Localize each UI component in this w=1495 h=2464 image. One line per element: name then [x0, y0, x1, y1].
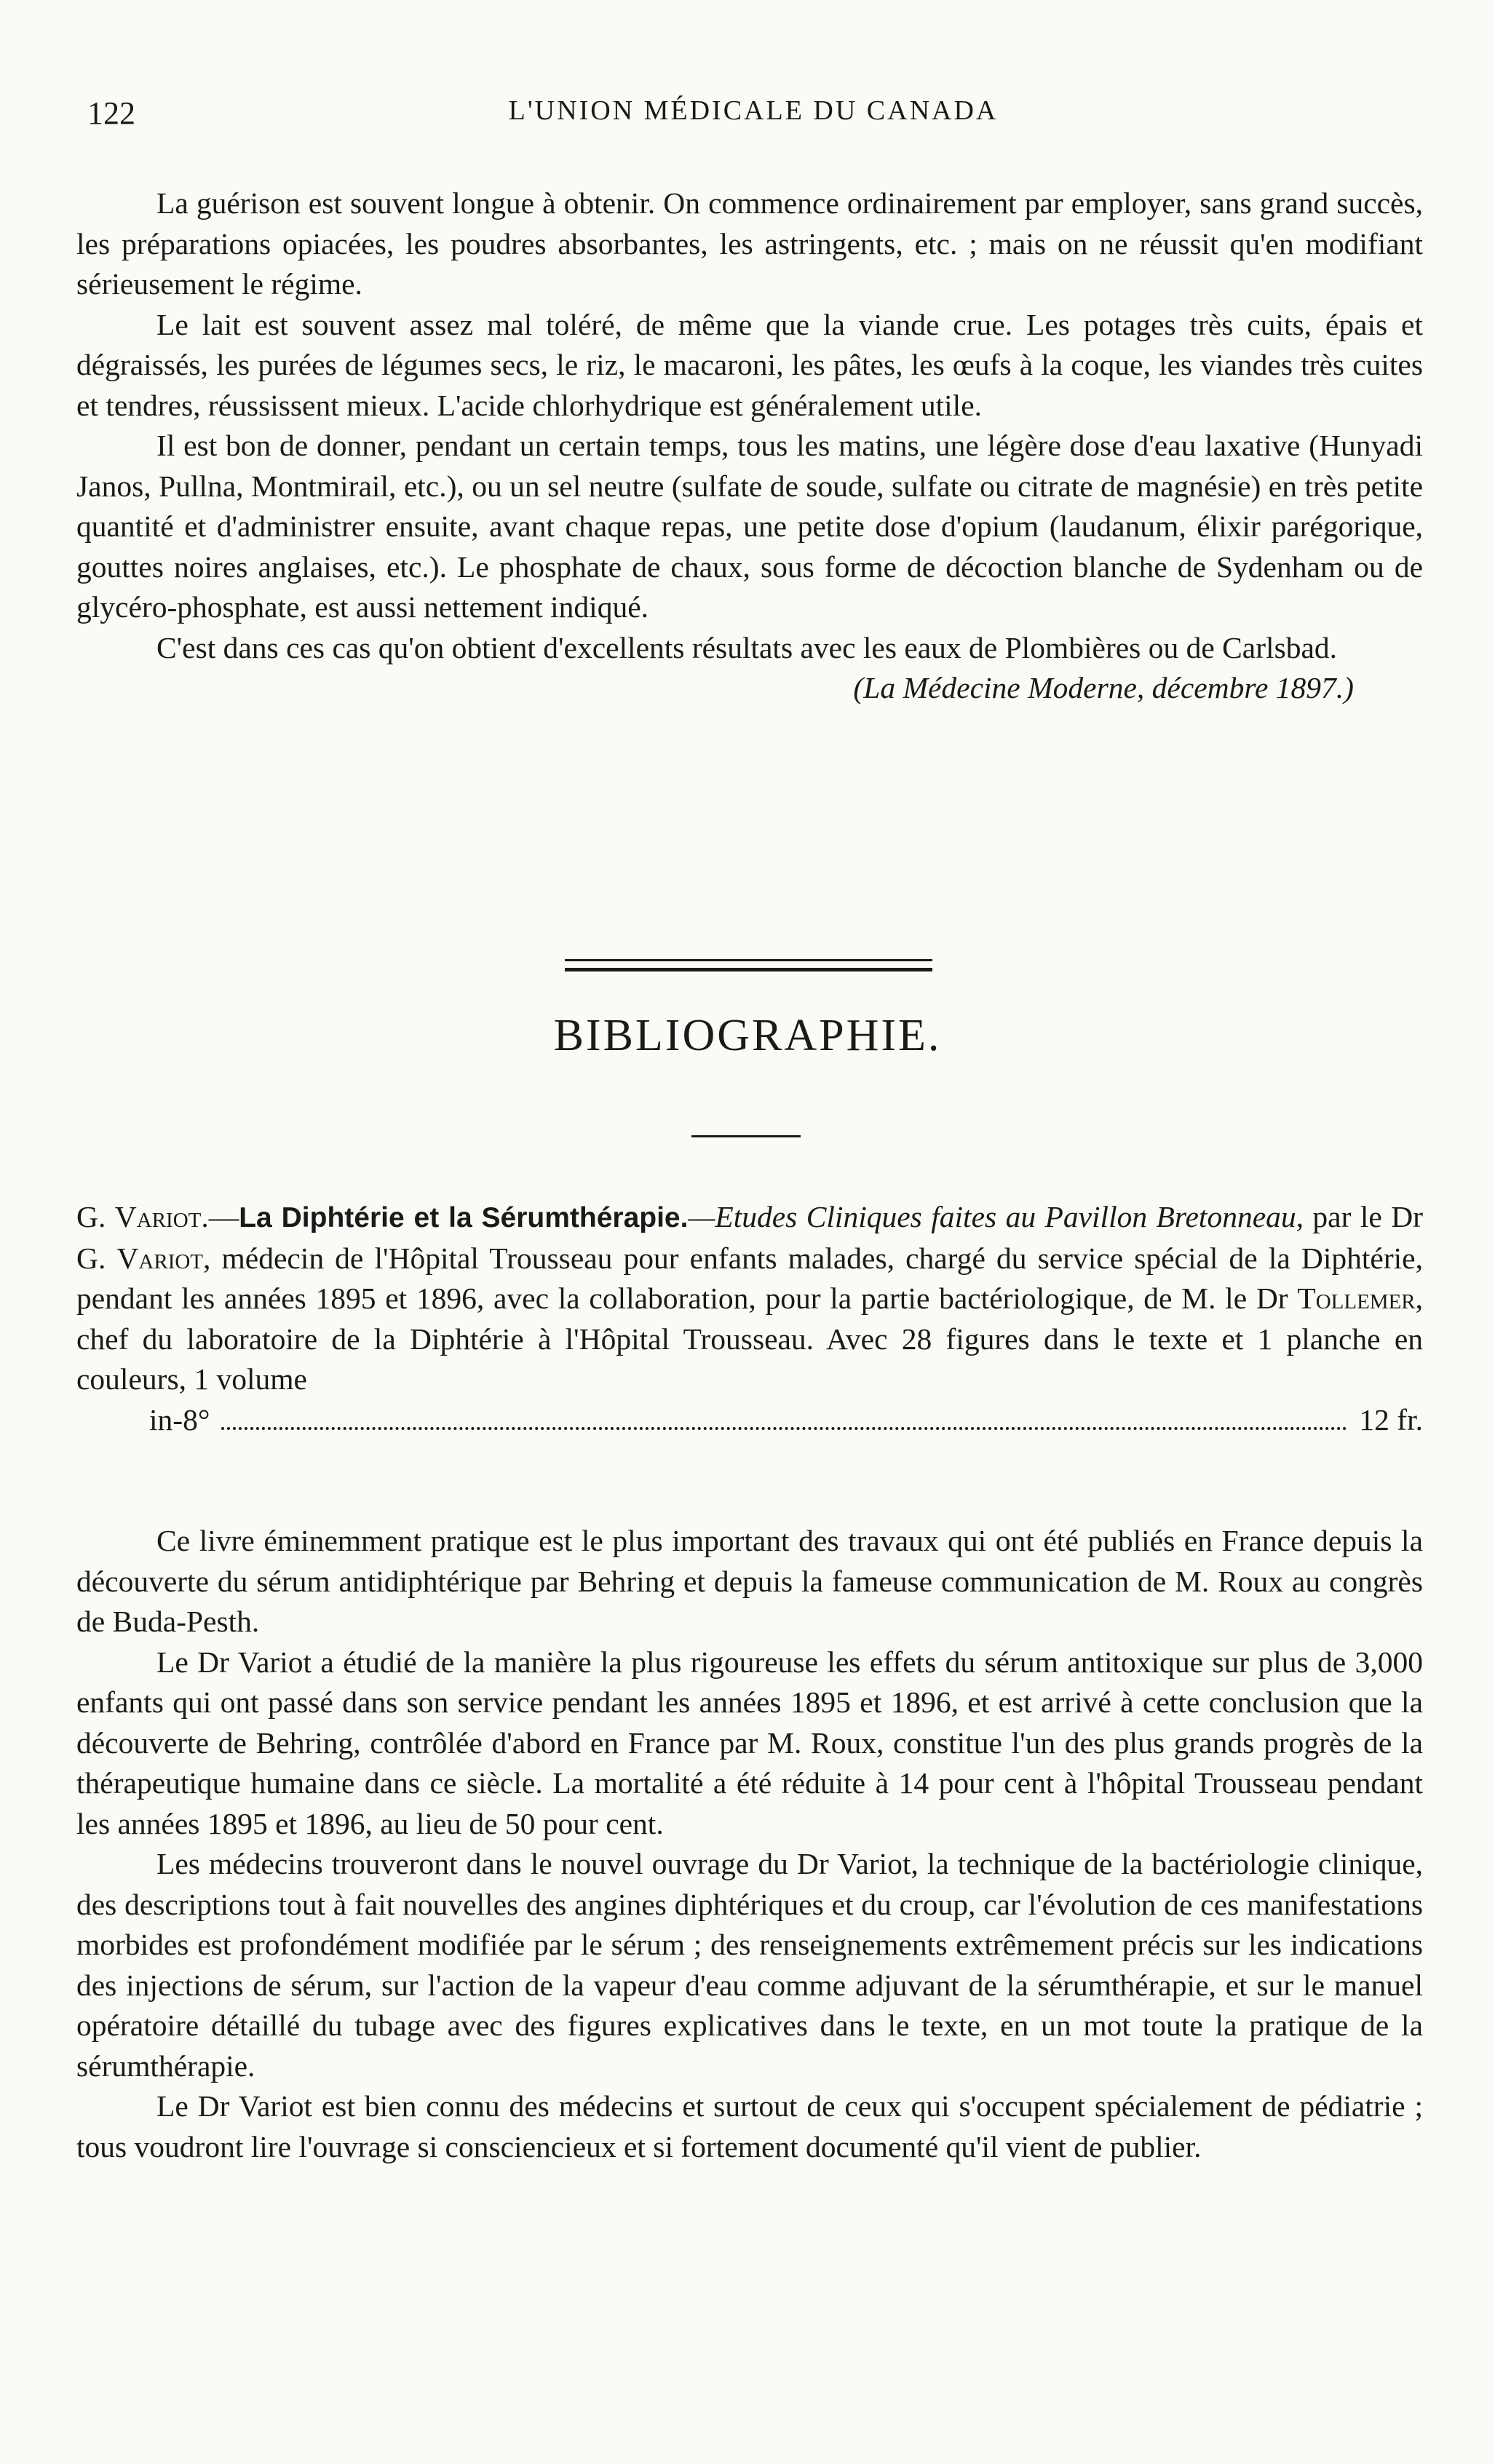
by-text: par le Dr G. — [76, 1200, 1424, 1275]
dash: .— — [201, 1200, 239, 1233]
source-citation: (La Médecine Moderne, décembre 1897.) — [853, 671, 1354, 704]
section-divider — [565, 959, 932, 978]
book-title: La Diphtérie et la Sérumthérapie. — [239, 1202, 689, 1233]
paragraph: La guérison est souvent longue à obtenir. On commence ordinairement par employer, sans grand succès, les préparations opiacées, les poudres absorbantes, les astringents, etc. ; mais on ne réussit qu'en modifiant sérieusement le régime. — [76, 186, 1423, 301]
paragraph: Le Dr Variot est bien connu des médecins et surtout de ceux qui s'occupent spécialement de pédiatrie ; tous voudront lire l'ouvrage si consciencieux et si fortement documenté qu'il vient de publier. — [76, 2089, 1423, 2163]
bibliography-citation — [76, 1197, 1423, 1400]
section-title: BIBLIOGRAPHIE. — [553, 1011, 942, 1060]
review-text — [76, 1521, 1423, 2167]
price-line — [76, 1400, 1423, 1441]
paragraph: Les médecins trouveront dans le nouvel ouvrage du Dr Variot, la technique de la bactériologie clinique, des descriptions tout à fait nouvelles des angines diphtériques et du croup, car l'évolution de ces manifestations morbides est profondément modifiée par le sérum ; des renseignements extrêmement précis sur les indications des injections de sérum, sur l'action de la vapeur d'eau comme adjuvant de la sérumthérapie, et sur le manuel opératoire détaillé du tubage avec des figures explicatives dans le texte, en un mot toute la pratique de la sérumthérapie. — [76, 1847, 1423, 2083]
running-head: L'UNION MÉDICALE DU CANADA — [508, 95, 999, 126]
author-name: Variot — [114, 1200, 202, 1233]
book-details: , médecin de l'Hôpital Trousseau pour enfants malades, chargé du service spécial de la Diphtérie, pendant les années 1895 et 1896, avec la collaboration, pour la partie bactériologique, de M. le Dr — [76, 1241, 1423, 1315]
book-format: in-8° — [149, 1402, 210, 1436]
book-price: 12 fr. — [1359, 1402, 1423, 1436]
author-initial: G. — [76, 1200, 115, 1233]
continued-article — [76, 183, 1423, 709]
author-name-2: Variot — [116, 1241, 204, 1275]
book-details-2: , chef du laboratoire de la Diphtérie à l'Hôpital Trousseau. Avec 28 figures dans le texte et 1 planche en couleurs, 1 volume — [76, 1281, 1423, 1396]
paragraph: Il est bon de donner, pendant un certain temps, tous les matins, une légère dose d'eau laxative (Hunyadi Janos, Pullna, Montmirail, etc.), ou un sel neutre (sulfate de soude, sulfate ou citrate de magnésie) en très petite quantité et d'administrer ensuite, avant chaque repas, une petite dose d'opium (laudanum, élixir parégorique, gouttes noires anglaises, etc.). Le phosphate de chaux, sous forme de décoction blanche de Sydenham ou de glycéro-phosphate, est aussi nettement indiqué. — [76, 429, 1423, 624]
book-subtitle: —Etudes Cliniques faites au Pavillon Bretonneau, — [688, 1200, 1304, 1233]
paragraph: Le lait est souvent assez mal toléré, de même que la viande crue. Les potages très cuits, épais et dégraissés, les purées de légumes secs, le riz, le macaroni, les pâtes, les œufs à la coque, les viandes très cuites et tendres, réussissent mieux. L'acide chlorhydrique est généralement utile. — [76, 307, 1423, 422]
short-divider — [691, 1135, 801, 1137]
dot-leader — [221, 1427, 1347, 1430]
page-number: 122 — [87, 95, 135, 131]
bibliography-entry — [76, 1197, 1423, 1440]
paragraph: Le Dr Variot a étudié de la manière la plus rigoureuse les effets du sérum antitoxique sur plus de 3,000 enfants qui ont passé dans son service pendant les années 1895 et 1896, et est arrivé à cette conclusion que la découverte de Behring, contrôlée d'abord en France par M. Roux, constitue l'un des plus grands progrès de la thérapeutique humaine dans ce siècle. La mortalité a été réduite à 14 pour cent à l'hôpital Trousseau pendant les années 1895 et 1896, au lieu de 50 pour cent. — [76, 1645, 1423, 1840]
paragraph: C'est dans ces cas qu'on obtient d'excellents résultats avec les eaux de Plombières ou de Carlsbad. — [156, 630, 1338, 664]
page-header — [87, 95, 1419, 138]
collaborator-name: Tollemer — [1297, 1281, 1416, 1315]
paragraph: Ce livre éminemment pratique est le plus important des travaux qui ont été publiés en France depuis la découverte du sérum antidiphtérique par Behring et depuis la fameuse communication de M. Roux au congrès de Buda-Pesth. — [76, 1524, 1423, 1638]
